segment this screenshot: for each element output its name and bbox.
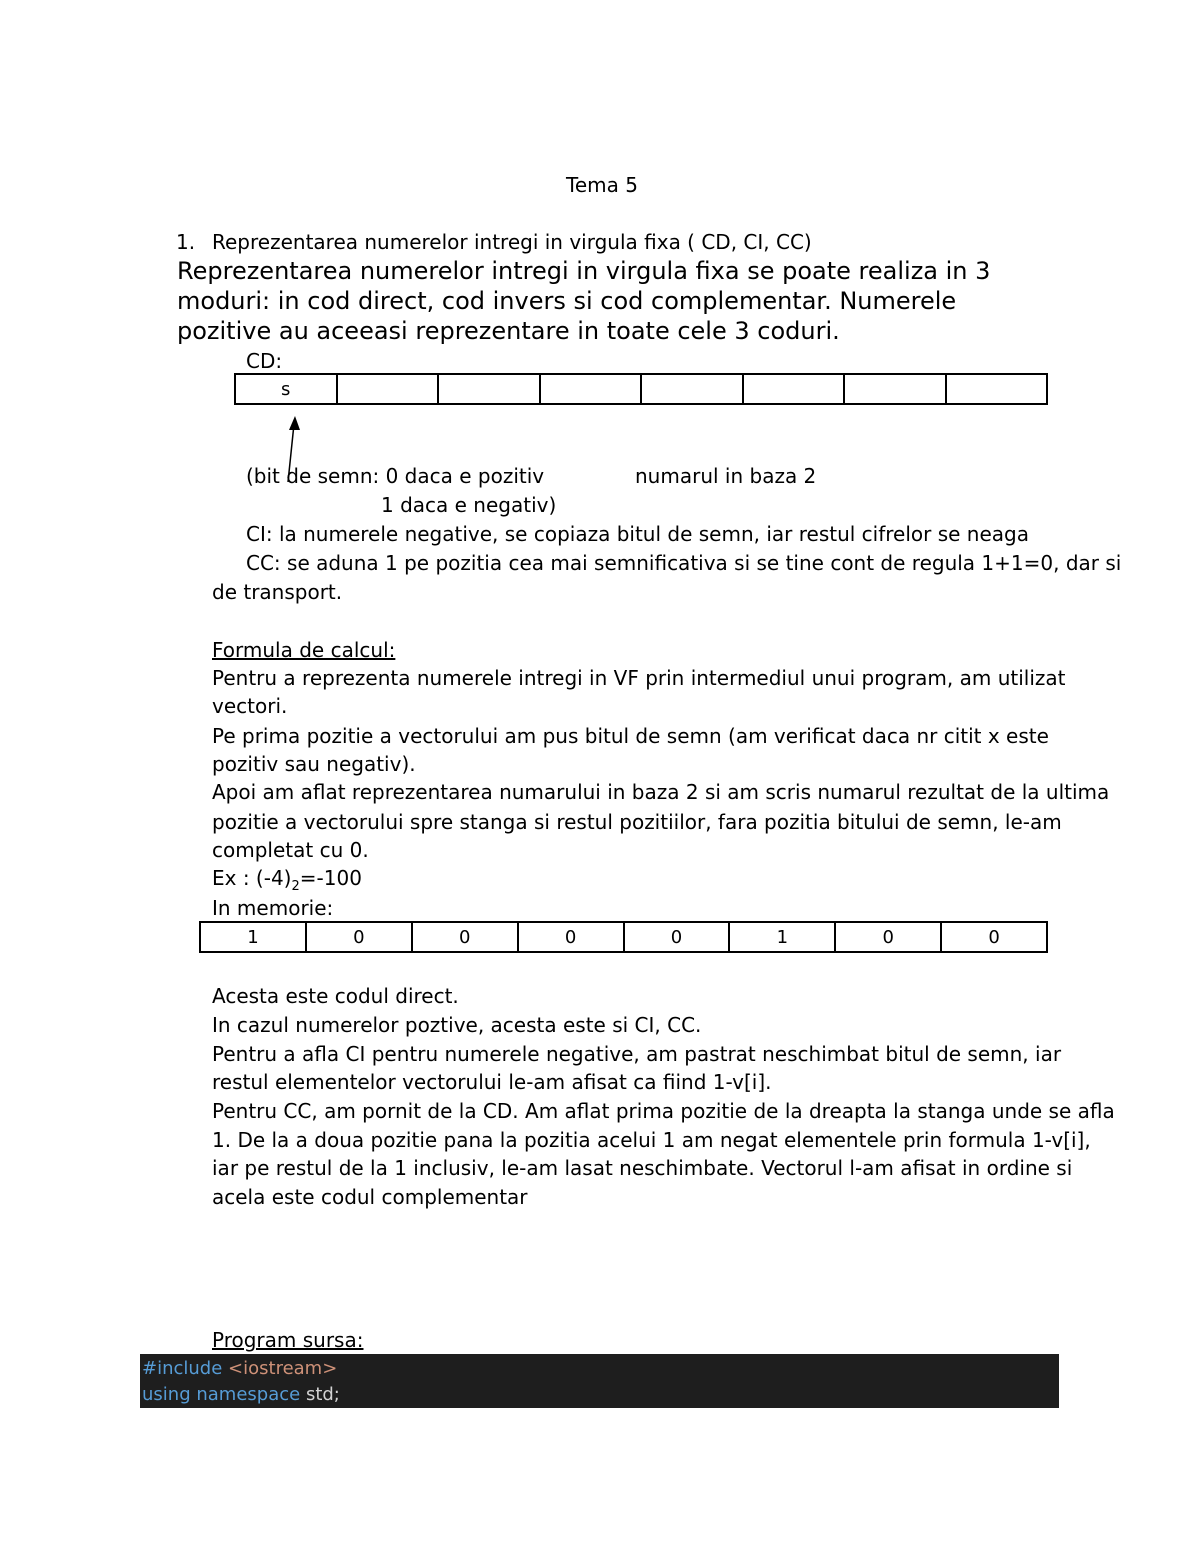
formula-line: Pe prima pozitie a vectorului am pus bitul de semn (am verificat daca nr citit x este (212, 724, 1049, 748)
code-line-2 (142, 1382, 340, 1408)
explanation-line: restul elementelor vectorului le-am afisat ca fiind 1-v[i]. (212, 1070, 772, 1094)
explanation-line: Pentru CC, am pornit de la CD. Am aflat prima pozitie de la dreapta la stanga unde se afla (212, 1099, 1115, 1123)
memory-cell: 0 (306, 922, 412, 952)
code-keywords: using namespace (142, 1384, 301, 1405)
memory-cell: 1 (729, 922, 835, 952)
memory-cell: 1 (200, 922, 306, 952)
formula-line: vectori. (212, 694, 288, 718)
page-title: Tema 5 (566, 173, 638, 197)
cc-text-line-2: de transport. (212, 580, 343, 604)
memory-cell: 0 (624, 922, 730, 952)
cd-cell (946, 374, 1048, 404)
intro-line-2: moduri: in cod direct, cod invers si cod complementar. Numerele (177, 287, 957, 315)
program-heading: Program sursa: (212, 1328, 364, 1352)
memory-cell: 0 (835, 922, 941, 952)
intro-line-3: pozitive au aceeasi reprezentare in toate cele 3 coduri. (177, 317, 840, 345)
number-note: numarul in baza 2 (635, 464, 817, 488)
cd-cell (337, 374, 439, 404)
example-suffix: =-100 (299, 866, 362, 890)
explanation-line: acela este codul complementar (212, 1185, 528, 1209)
example-prefix: Ex : (-4) (212, 866, 292, 890)
section-number: 1. (176, 230, 196, 254)
formula-heading: Formula de calcul: (212, 638, 396, 662)
code-namespace: std; (305, 1384, 340, 1405)
sign-note-line-1: (bit de semn: 0 daca e pozitiv (246, 464, 545, 488)
explanation-line: iar pe restul de la 1 inclusiv, le-am lasat neschimbate. Vectorul l-am afisat in ordine si (212, 1156, 1073, 1180)
explanation-line: Pentru a afla CI pentru numerele negative, am pastrat neschimbat bitul de semn, iar (212, 1042, 1062, 1066)
formula-line: pozitiv sau negativ). (212, 752, 416, 776)
cc-text-line-1: CC: se aduna 1 pe pozitia cea mai semnificativa si se tine cont de regula 1+1=0, dar si (246, 551, 1122, 575)
memory-cell: 0 (518, 922, 624, 952)
ci-text: CI: la numerele negative, se copiaza bitul de semn, iar restul cifrelor se neaga (246, 522, 1029, 546)
sign-note-line-2: 1 daca e negativ) (381, 493, 557, 517)
cd-cell (438, 374, 540, 404)
formula-line: Apoi am aflat reprezentarea numarului in baza 2 si am scris numarul rezultat de la ultima (212, 780, 1110, 804)
cd-cell (641, 374, 743, 404)
section-heading: Reprezentarea numerelor intregi in virgula fixa ( CD, CI, CC) (212, 230, 812, 254)
memory-cell: 0 (412, 922, 518, 952)
cd-label: CD: (246, 349, 283, 373)
formula-line: completat cu 0. (212, 838, 369, 862)
explanation-line: In cazul numerelor poztive, acesta este si CI, CC. (212, 1013, 702, 1037)
code-header: <iostream> (228, 1358, 338, 1379)
cd-bit-table (234, 373, 1048, 405)
code-block (140, 1354, 1059, 1408)
explanation-line: 1. De la a doua pozitie pana la pozitia acelui 1 am negat elementele prin formula 1-v[i], (212, 1128, 1091, 1152)
memory-cell: 0 (941, 922, 1047, 952)
example-subscript: 2 (291, 879, 300, 894)
cd-cell (743, 374, 845, 404)
code-directive: #include (142, 1358, 223, 1379)
cd-cell (844, 374, 946, 404)
formula-line: Pentru a reprezenta numerele intregi in VF prin intermediul unui program, am utilizat (212, 666, 1066, 690)
memory-bit-table (199, 921, 1048, 953)
explanation-line: Acesta este codul direct. (212, 984, 459, 1008)
intro-line-1: Reprezentarea numerelor intregi in virgula fixa se poate realiza in 3 (177, 257, 991, 285)
cd-cell (540, 374, 642, 404)
formula-line: pozitie a vectorului spre stanga si restul pozitiilor, fara pozitia bitului de semn, le-am (212, 810, 1062, 834)
memory-label: In memorie: (212, 896, 334, 920)
code-line-1 (142, 1356, 337, 1382)
cd-cell: s (235, 374, 337, 404)
